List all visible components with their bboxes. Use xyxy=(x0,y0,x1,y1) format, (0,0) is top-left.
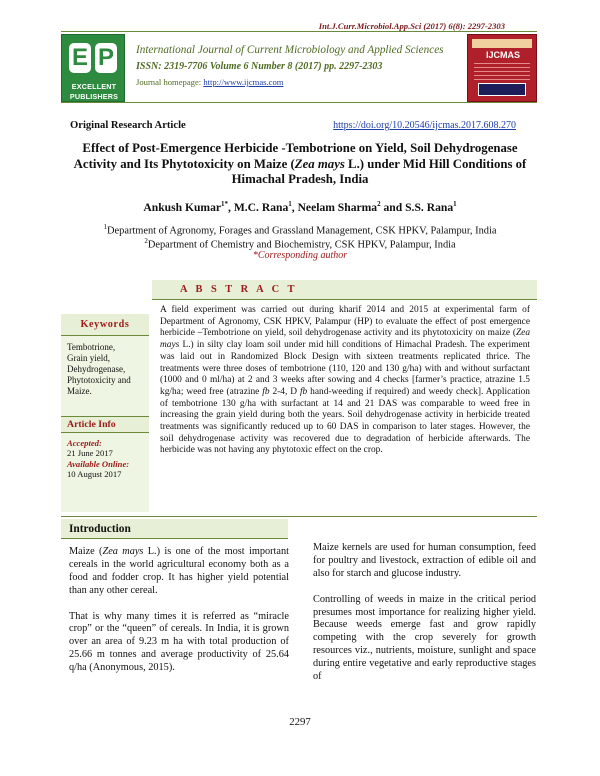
author-sup: 2 xyxy=(377,200,381,208)
logo-letter-p-icon: P xyxy=(95,43,117,73)
running-head: Int.J.Curr.Microbiol.App.Sci (2017) 6(8): 2297-2303 xyxy=(318,21,505,31)
title-species: Zea mays xyxy=(294,156,345,171)
cover-band xyxy=(472,39,532,48)
publisher-logo-line1: EXCELLENT xyxy=(71,82,117,91)
issn-line: ISSN: 2319-7706 Volume 6 Number 8 (2017) pp. 2297-2303 xyxy=(136,61,383,72)
affiliation-text: Department of Agronomy, Forages and Grassland Management, CSK HPKV, Palampur, India xyxy=(107,225,497,237)
accepted-label: Accepted: xyxy=(67,438,102,448)
author-sup: 1* xyxy=(221,200,229,208)
keywords-heading: Keywords xyxy=(61,314,149,336)
homepage-line xyxy=(136,77,283,87)
homepage-label: Journal homepage: xyxy=(136,77,202,87)
article-info-body xyxy=(61,433,149,512)
section-divider xyxy=(61,516,537,517)
cover-title: IJCMAS xyxy=(485,50,520,60)
intro-p1-start: Maize ( xyxy=(69,546,103,557)
author-sup: 1 xyxy=(288,200,292,208)
affiliation-2 xyxy=(0,237,600,250)
author-sep: and xyxy=(380,200,406,214)
author-name: M.C. Rana xyxy=(233,200,289,214)
author-name: S.S. Rana xyxy=(405,200,454,214)
corresponding-author-note: *Corresponding author xyxy=(252,250,348,261)
abstract-italic: Zea mays xyxy=(160,328,530,351)
abstract-part: 2-4, D xyxy=(269,386,300,397)
title-part2: L.) under Mid Hill Conditions of Himachal Pradesh, India xyxy=(231,156,527,186)
logo-letter-e-icon: E xyxy=(69,43,91,73)
intro-p1-italic: Zea mays xyxy=(102,546,144,557)
body-column-right xyxy=(313,542,536,697)
affiliation-text: Department of Chemistry and Biochemistry, CSK HPKV, Palampur, India xyxy=(147,239,456,251)
cover-text-lines xyxy=(474,63,530,83)
intro-paragraph-1 xyxy=(69,546,289,598)
page-number: 2297 xyxy=(289,716,311,728)
author-list xyxy=(0,200,600,214)
journal-name: International Journal of Current Microbiology and Applied Sciences xyxy=(136,44,444,56)
author-sep: , xyxy=(291,200,298,214)
online-date: 10 August 2017 xyxy=(67,469,122,480)
intro-paragraph-4: Controlling of weeds in maize in the critical period presumes most importance for realizing higher yield. Because weeds emerge fast and grow rapidly competing with the crop severely for growth resources viz., nutrients, moisture, sunlight and space during entire vegetative and early reproductive stages of xyxy=(313,593,536,683)
article-type: Original Research Article xyxy=(70,120,186,131)
affiliation-sup: 2 xyxy=(144,237,148,245)
accepted-date: 21 June 2017 xyxy=(67,448,113,459)
keyword-item: Dehydrogenase, xyxy=(67,364,126,374)
homepage-link[interactable]: http://www.ijcmas.com xyxy=(203,77,284,87)
publisher-logo-line2: PUBLISHERS xyxy=(69,92,119,101)
keywords-list xyxy=(61,336,149,416)
keyword-item: Maize. xyxy=(67,386,92,396)
abstract-part: hand-weeding if required) and weedy check]. Application of tembotrione 130 g/ha with surfactant at 14 and 21 DAS was comparable to weed free in increasing the grain yield during both the years. Soil dehydrogenase activity in herbicide treated treatments was significantly reduced up to 60 DAS in comparison to later stages. However, the soil dehydrogenase activity was recovered due to degradation of herbicide afterwards. The herbicide was not having any phytotoxic effect on the crop. xyxy=(160,386,530,456)
sidebar-spacer xyxy=(61,280,149,314)
online-label: Available Online: xyxy=(67,458,130,469)
keyword-item: Phytotoxicity and xyxy=(67,375,131,385)
abstract-italic: fb xyxy=(299,386,308,397)
title-part1: Effect of Post-Emergence Herbicide -Tembotrione on Yield, Soil Dehydrogenase Activity and Its Phytotoxicity on Maize ( xyxy=(73,141,518,171)
journal-cover-image xyxy=(467,34,537,102)
cover-box xyxy=(478,83,526,96)
doi-link[interactable]: https://doi.org/10.20546/ijcmas.2017.608.270 xyxy=(333,120,516,131)
publisher-logo xyxy=(61,34,125,102)
abstract-heading: A B S T R A C T xyxy=(152,280,537,300)
intro-paragraph-2: That is why many times it is referred as “miracle crop” or the “queen” of cereals. In India, it is grown over an area of 9.23 m ha with total production of 25.66 m tonnes and average productivity of 25.64 q/ha (Anonymous, 2015). xyxy=(69,610,289,674)
abstract-italic: fb xyxy=(262,386,270,397)
journal-masthead xyxy=(61,31,537,103)
abstract-text xyxy=(152,305,537,457)
abstract-part: A field experiment was carried out during kharif 2014 and 2015 at experimental farm of Department of Agronomy, CSK HPKV, Palampur (HP) to evaluate the effect of post emergence herbicide –Tembotrione on yield, soil dehydrogenase activity and its phytotoxicity on maize ( xyxy=(160,305,530,339)
author-name: Ankush Kumar xyxy=(143,200,222,214)
keyword-item: Grain yield, xyxy=(67,353,110,363)
author-sup: 1 xyxy=(453,200,457,208)
author-sep: , xyxy=(228,200,234,214)
affiliation-sup: 1 xyxy=(103,223,108,231)
body-column-left xyxy=(69,546,289,688)
intro-p1-rest: L.) is one of the most important cereals in the world agricultural economy both as a food and fodder crop. It has higher yield potential than any other cereal. xyxy=(69,546,289,596)
introduction-heading: Introduction xyxy=(61,519,288,539)
intro-paragraph-3: Maize kernels are used for human consumption, feed for poultry and livestock, extraction of edible oil and also for starch and glucose industry. xyxy=(313,542,536,579)
abstract-part: L.) in silty clay loam soil under mid hill conditions of Himachal Pradesh. The experiment was laid out in Randomized Block Design with sixteen treatments replicated thrice. The treatments were three doses of tembotrione (110, 120 and 130 g/ha) with and without surfactant (1000 and 0 ml/ha) at 2 and 3 weeks after sowing and 4 checks [farmer’s practice, atrazine 1.5 kg/ha; weed free (atrazine xyxy=(160,340,530,397)
author-name: Neelam Sharma xyxy=(297,200,378,214)
article-info-heading: Article Info xyxy=(61,416,149,433)
keyword-item: Tembotrione, xyxy=(67,342,116,352)
paper-title xyxy=(70,141,530,188)
article-sidebar xyxy=(61,280,149,512)
affiliation-1 xyxy=(0,223,600,236)
